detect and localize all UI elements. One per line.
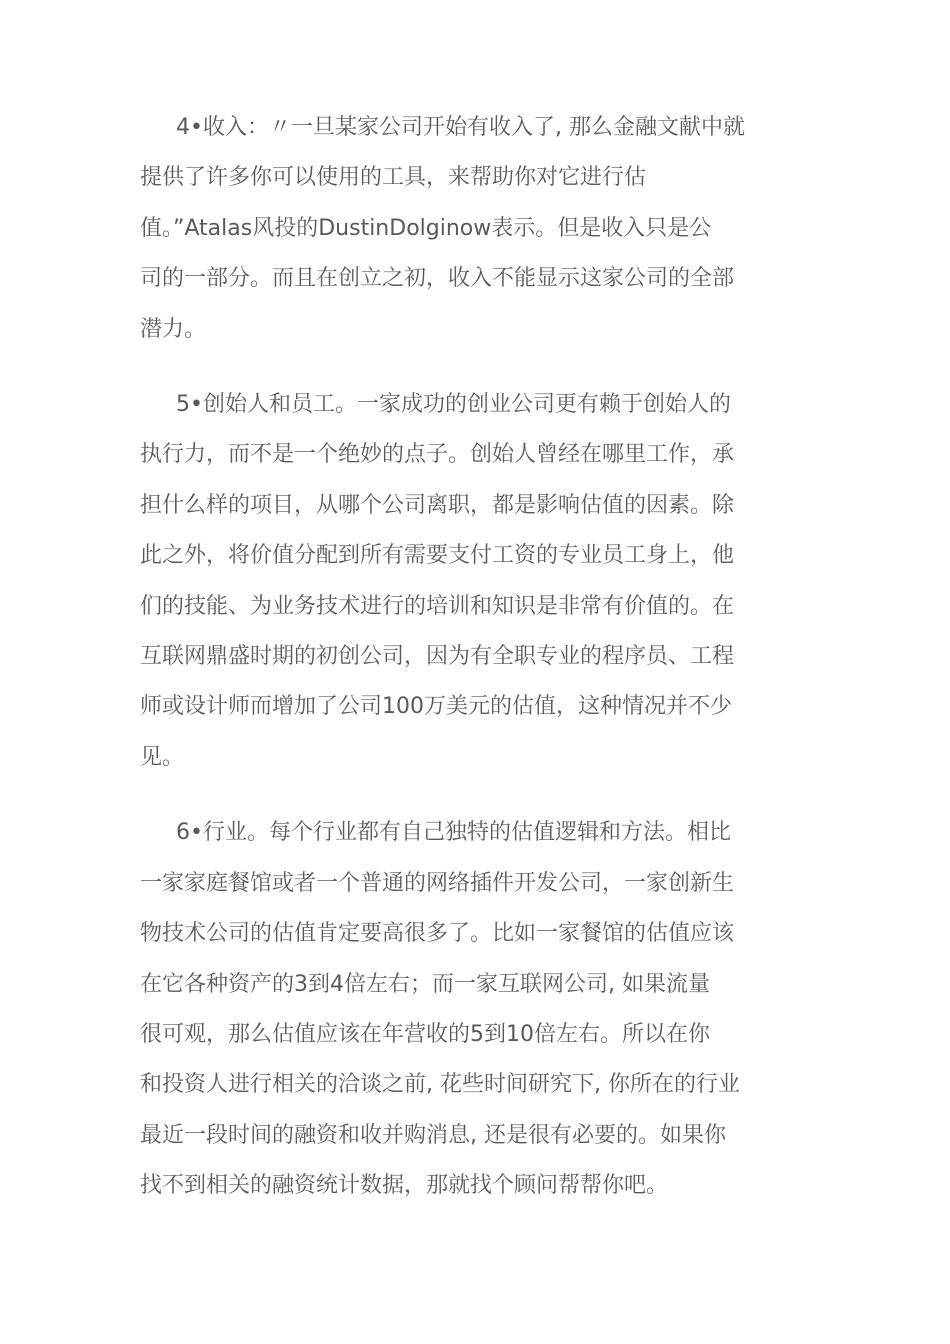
text-line: 一家家庭餐馆或者一个普通的网络插件开发公司，一家创新生 <box>140 870 735 896</box>
paragraph-industry <box>140 808 806 1211</box>
text-line: 执行力，而不是一个绝妙的点子。创始人曾经在哪里工作，承 <box>140 442 735 468</box>
text-line: 潜力。 <box>140 316 207 342</box>
text-line: 物技术公司的估值肯定要高很多了。比如一家餐馆的估值应该 <box>140 921 735 947</box>
text-line: 最近一段时间的融资和收并购消息, 还是很有必要的。如果你 <box>140 1122 726 1148</box>
text-line: 见。 <box>140 744 185 770</box>
text-line: 司的一部分。而且在创立之初，收入不能显示这家公司的全部 <box>140 266 735 292</box>
text-line: 在它各种资产的3到4倍左右；而一家互联网公司, 如果流量 <box>140 971 710 997</box>
text-line: 很可观，那么估值应该在年营收的5到10倍左右。所以在你 <box>140 1021 710 1047</box>
text-line: 此之外，将价值分配到所有需要支付工资的专业员工身上，他 <box>140 543 735 569</box>
text-line: 6•行业。每个行业都有自己独特的估值逻辑和方法。相比 <box>176 820 731 846</box>
text-line: 和投资人进行相关的洽谈之前, 花些时间研究下, 你所在的行业 <box>140 1072 740 1098</box>
text-line: 提供了许多你可以使用的工具，来帮助你对它进行估 <box>140 165 647 191</box>
text-line: 担什么样的项目，从哪个公司离职，都是影响估值的因素。除 <box>140 492 735 518</box>
text-line: 5•创始人和员工。一家成功的创业公司更有赖于创始人的 <box>176 392 731 418</box>
text-line: 师或设计师而增加了公司100万美元的估值，这种情况并不少 <box>140 694 732 720</box>
paragraph-income <box>140 103 806 355</box>
text-line: 4•收入：〃一旦某家公司开始有收入了, 那么金融文献中就 <box>176 115 745 140</box>
text-line: 找不到相关的融资统计数据，那就找个顾问帮帮你吧。 <box>140 1173 669 1199</box>
text-line: 互联网鼎盛时期的初创公司，因为有全职专业的程序员、工程 <box>140 644 735 670</box>
text-line: 们的技能、为业务技术进行的培训和知识是非常有价值的。在 <box>140 593 735 619</box>
document-body <box>140 103 806 1212</box>
paragraph-founders-and-employees <box>140 380 806 783</box>
text-line: 值。”Atalas风投的DustinDolginow表示。但是收入只是公 <box>140 215 712 241</box>
